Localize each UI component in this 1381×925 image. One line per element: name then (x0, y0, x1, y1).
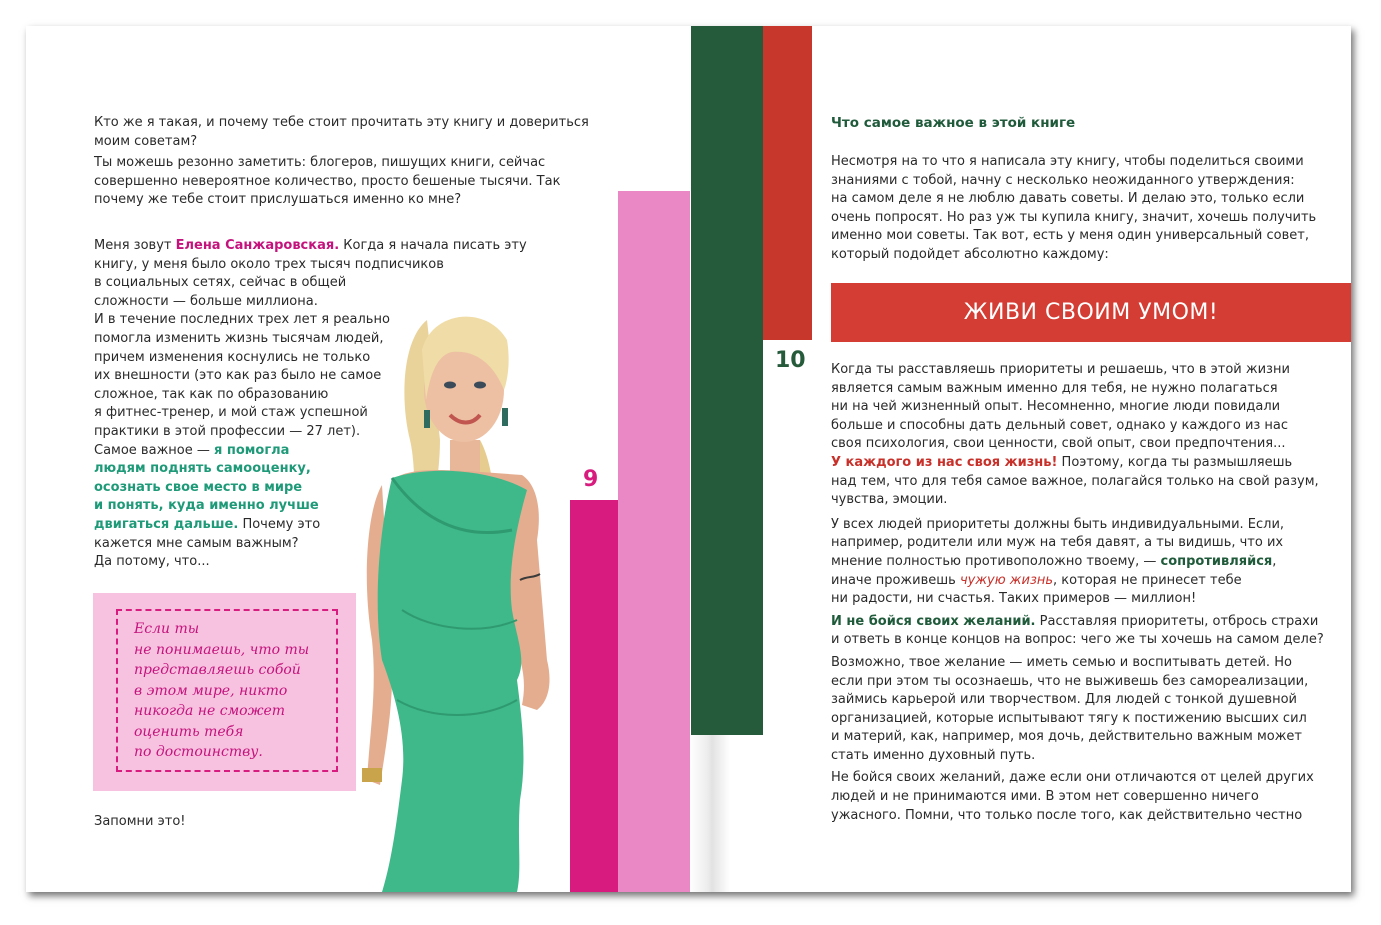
text-line: ни радости, ни счастья. Таких примеров — миллион! (831, 591, 1197, 607)
author-photo (322, 280, 557, 892)
text-line: Когда ты расставляешь приоритеты и решаешь, что в этой жизни (831, 362, 1290, 377)
pink-bar-decoration (618, 191, 690, 892)
text-fragment: мнение полностью противоположно твоему, — (831, 553, 1161, 569)
text-fragment: Когда я начала писать эту (339, 238, 527, 253)
text-line: Несмотря на то что я написала эту книгу, чтобы поделиться своими (831, 154, 1304, 169)
text-line: Не бойся своих желаний, даже если они отличаются от целей других (831, 770, 1314, 786)
text-fragment: иначе проживешь (831, 572, 960, 588)
text-fragment: Меня зовут (94, 238, 176, 253)
text-fragment: Поэтому, когда ты размышляешь (1057, 454, 1293, 470)
text-fragment: , (1272, 553, 1277, 569)
text-line: в социальных сетях, сейчас в общей (94, 275, 347, 291)
text-line: людей и не принимаются ими. В этом нет совершенно ничего (831, 789, 1259, 805)
text-fragment: , которая не принесет тебе (1053, 572, 1242, 588)
quote-line: Если ты (134, 621, 200, 637)
text-line: книгу, у меня было около трех тысяч подписчиков (94, 256, 444, 272)
text-line: больше и способны дать дельный совет, однако у каждого из нас (831, 417, 1289, 433)
text-line: на самом деле я не люблю давать советы. И делаю это, только если (831, 191, 1305, 207)
dark-green-bar-decoration (691, 26, 763, 735)
left-paragraph-2 (94, 154, 614, 210)
highlight-text: сопротивляйся (1160, 553, 1273, 569)
right-body (831, 361, 1336, 825)
magenta-bar-decoration (570, 500, 618, 892)
text-line: Возможно, твое желание — иметь семью и воспитывать детей. Но (831, 654, 1292, 670)
pull-quote (134, 619, 334, 763)
text-line: организацией, которые испытывают тягу к постижению высших сил (831, 710, 1307, 726)
author-name: Елена Санжаровская. (175, 238, 340, 253)
text-line: стать именно духовный путь. (831, 747, 1036, 763)
highlight-text: и понять, куда именно лучше (94, 498, 319, 514)
highlight-text: чужую жизнь (959, 572, 1054, 588)
text-line (831, 454, 1336, 473)
text-line: У всех людей приоритеты должны быть индивидуальными. Если, (831, 516, 1285, 532)
quote-line: в этом мире, никто (134, 682, 288, 699)
left-intro (94, 114, 614, 151)
text-line: Кто же я такая, и почему тебе стоит прочитать эту книгу и довериться (94, 115, 589, 130)
quote-line: никогда не сможет (134, 703, 286, 719)
text-line: совершенно невероятное количество, просто бешеные тысячи. Так (94, 173, 561, 189)
page-number-left: 9 (583, 467, 599, 492)
highlight-text: двигаться дальше. (94, 516, 239, 532)
text-line (831, 553, 1336, 572)
text-line: очень попросят. Но раз уж ты купила книгу, значит, хочешь получить (831, 209, 1317, 225)
text-line: и ответь в конце концов на вопрос: чего же ты хочешь на самом деле? (831, 632, 1324, 648)
text-line: помогла изменить жизнь тысячам людей, (94, 330, 384, 346)
text-line: именно мои советы. Так вот, есть у меня один универсальный совет, (831, 228, 1309, 244)
quote-line: оценить тебя (134, 723, 244, 740)
text-fragment: Самое важное — (94, 442, 214, 458)
text-line: над тем, что для тебя самое важное, полагайся только на свой разум, (831, 473, 1319, 489)
text-fragment: Почему это (238, 516, 321, 532)
text-line: ужасного. Помни, что только после того, как действительно честно (831, 807, 1303, 823)
text-line: И в течение последних трех лет я реально (94, 312, 390, 328)
highlight-text: людям поднять самооценку, (94, 461, 311, 477)
motto-banner: ЖИВИ СВОИМ УМОМ! (831, 283, 1351, 342)
highlight-text: У каждого из нас своя жизнь! (831, 454, 1058, 470)
text-line: причем изменения коснулись не только (94, 349, 371, 365)
text-line: займись карьерой или творчеством. Для людей с тонкой душевной (831, 692, 1297, 708)
right-intro (831, 153, 1331, 265)
text-line: если при этом ты осознаешь, что не выживешь без самореализации, (831, 673, 1309, 689)
text-line: их внешности (это как раз было не самое (94, 368, 382, 384)
text-line: Да потому, что... (94, 554, 210, 570)
highlight-text: я помогла (214, 442, 290, 458)
highlight-text: осознать свое место в мире (94, 479, 303, 495)
text-line: своя психология, свои ценности, свой опыт, свои предпочтения... (831, 436, 1286, 452)
text-line: чувства, эмоции. (831, 492, 948, 508)
text-line: кажется мне самым важным? (94, 535, 299, 551)
page-number-right: 10 (775, 348, 806, 373)
quote-line: не понимаешь, что ты (134, 641, 310, 658)
text-line (94, 237, 534, 256)
remember-text: Запомни это! (94, 814, 186, 829)
red-bar-decoration (763, 26, 812, 340)
text-line: моим советам? (94, 133, 198, 149)
text-line: и материй, как, например, моя дочь, действительно важным может (831, 729, 1303, 745)
text-line: ни на чей жизненный опыт. Несомненно, многие люди повидали (831, 399, 1281, 415)
text-line: например, родители или муж на тебя давят, а ты видишь, что их (831, 535, 1284, 551)
text-line (831, 572, 1336, 591)
text-line: практики в этой профессии — 27 лет). (94, 423, 361, 439)
text-fragment: Расставляя приоритеты, отбрось страхи (1035, 613, 1319, 629)
quote-line: представляешь собой (134, 662, 301, 678)
text-line: который подойдет абсолютно каждому: (831, 246, 1109, 262)
book-spread (26, 26, 1351, 892)
text-line: знаниями с тобой, начну с несколько неожиданного утверждения: (831, 172, 1295, 188)
highlight-text: И не бойся своих желаний. (831, 613, 1036, 629)
section-heading: Что самое важное в этой книге (831, 115, 1076, 131)
text-line: является самым важным именно для тебя, не нужно полагаться (831, 380, 1278, 396)
text-line: сложности — больше миллиона. (94, 293, 318, 309)
text-line: Ты можешь резонно заметить: блогеров, пишущих книги, сейчас (94, 155, 546, 170)
text-line (831, 613, 1336, 632)
text-line: я фитнес-тренер, и мой стаж успешной (94, 405, 368, 421)
text-line: сложное, так как по образованию (94, 386, 329, 402)
text-line: почему же тебе стоит прислушаться именно ко мне? (94, 192, 462, 208)
quote-line: по достоинству. (134, 744, 263, 760)
